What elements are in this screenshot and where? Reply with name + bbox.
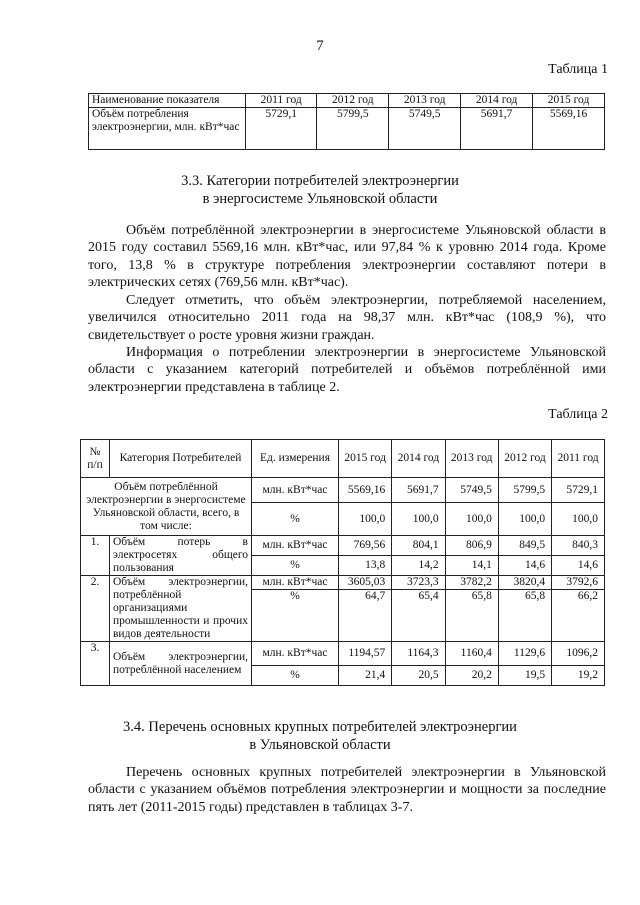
table2-header-unit: Ед. измерения [252,440,339,478]
table1-label: Таблица 1 [548,62,608,77]
table2-unit: % [252,590,339,642]
table2-row-number: 1. [81,536,110,576]
table2-value: 849,5 [498,536,551,556]
table1-header-cell: 2011 год [246,94,317,108]
table2-value: 840,3 [552,536,605,556]
table2-value: 20,5 [392,666,445,686]
table2-value: 1129,6 [498,642,551,666]
table2-value: 1160,4 [445,642,498,666]
paragraph-consumption: Объём потреблённой электроэнергии в энергосистеме Ульяновской области в 2015 году составил 5569,16 млн. кВт*час, или 97,84 % к уровню 2014 года. Кроме того, 13,8 % в структуре потребления электроэнергии составляют потери в электрических сетях (769,56 млн. кВт*час). [88,223,606,291]
table2-value: 20,2 [445,666,498,686]
table2 [80,439,605,686]
section-3-3-line1: 3.3. Категории потребителей электроэнергии [181,173,459,189]
table2-value: 3792,6 [552,576,605,590]
table2-unit: млн. кВт*час [252,536,339,556]
section-3-4-heading [0,718,640,754]
table2-value: 769,56 [339,536,392,556]
page-number: 7 [316,38,324,54]
table2-row-number: 2. [81,576,110,642]
table2-value: 14,6 [552,556,605,576]
table2-value: 3605,03 [339,576,392,590]
table1-value: 5691,7 [461,108,533,150]
table2-value: 1194,57 [339,642,392,666]
table2-unit: % [252,556,339,576]
table2-header-year: 2014 год [392,440,445,478]
table2-label: Таблица 2 [548,407,608,422]
table2-category: Объём электроэнергии, потреблённой населением [110,642,252,686]
table2-total-label: Объём потреблённой электроэнергии в энергосистеме Ульяновской области, всего, в том числе: [81,478,252,536]
table2-header-year: 2013 год [445,440,498,478]
table2-value: 5691,7 [392,478,445,503]
table1-header-cell: Наименование показателя [89,94,246,108]
table1-header-cell: 2013 год [389,94,461,108]
table2-value: 1164,3 [392,642,445,666]
table-row [81,642,605,666]
table1-row-label: Объём потребления электроэнергии, млн. кВт*час [89,108,246,150]
table2-value: 5799,5 [498,478,551,503]
table2-unit: млн. кВт*час [252,576,339,590]
table1-data-row [89,108,605,150]
table2-value: 100,0 [445,503,498,536]
table-row [81,478,605,503]
table2-unit: млн. кВт*час [252,478,339,503]
table2-value: 13,8 [339,556,392,576]
table2-value: 19,2 [552,666,605,686]
table2-value: 100,0 [498,503,551,536]
table2-value: 100,0 [392,503,445,536]
table2-header-row [81,440,605,478]
table2-value: 65,8 [445,590,498,642]
table2-header-year: 2015 год [339,440,392,478]
paragraph-information: Информация о потреблении электроэнергии в энергосистеме Ульяновской области с указанием категорий потребителей и объёмов потреблённой ими электроэнергии представлена в таблице 2. [88,345,606,395]
table-row [81,576,605,590]
table2-value: 5749,5 [445,478,498,503]
table1-value: 5749,5 [389,108,461,150]
table2-header-category: Категория Потребителей [110,440,252,478]
table2-value: 1096,2 [552,642,605,666]
section-3-4-line1: 3.4. Перечень основных крупных потребителей электроэнергии [123,719,517,735]
table2-value: 14,6 [498,556,551,576]
table-row [81,536,605,556]
table2-value: 100,0 [339,503,392,536]
table1-header-cell: 2015 год [533,94,605,108]
table2-category: Объём электроэнергии, потреблённой организациями промышленности и прочих видов деятельности [110,576,252,642]
section-3-3-heading [0,172,640,208]
table2-value: 3723,3 [392,576,445,590]
table2-header-year: 2011 год [552,440,605,478]
table2-value: 65,4 [392,590,445,642]
table2-header-year: 2012 год [498,440,551,478]
table2-value: 66,2 [552,590,605,642]
table2-value: 5729,1 [552,478,605,503]
table1-value: 5799,5 [317,108,389,150]
table2-row-number: 3. [81,642,110,686]
table1-header-cell: 2014 год [461,94,533,108]
table2-value: 14,2 [392,556,445,576]
table1-header-row [89,94,605,108]
table1 [88,93,605,150]
table1-value: 5569,16 [533,108,605,150]
table2-unit: % [252,666,339,686]
paragraph-major-consumers: Перечень основных крупных потребителей электроэнергии в Ульяновской области с указанием объёмов потребления электроэнергии и мощности за последние пять лет (2011-2015 годы) представлен в таблицах 3-7. [88,765,606,815]
paragraph-population: Следует отметить, что объём электроэнергии, потребляемой населением, увеличился относительно 2011 года на 98,37 млн. кВт*час (108,9 %), что свидетельствует о росте уровня жизни граждан. [88,293,606,343]
table2-value: 14,1 [445,556,498,576]
table2-value: 3820,4 [498,576,551,590]
section-3-3-line2: в энергосистеме Ульяновской области [202,191,438,207]
table2-unit: % [252,503,339,536]
section-3-4-line2: в Ульяновской области [249,737,391,753]
table2-value: 21,4 [339,666,392,686]
table2-value: 65,8 [498,590,551,642]
table1-header-cell: 2012 год [317,94,389,108]
table2-value: 804,1 [392,536,445,556]
table2-value: 19,5 [498,666,551,686]
table2-value: 806,9 [445,536,498,556]
table2-category: Объём потерь в электросетях общего пользования [110,536,252,576]
table2-value: 64,7 [339,590,392,642]
table2-value: 3782,2 [445,576,498,590]
table2-value: 100,0 [552,503,605,536]
table2-value: 5569,16 [339,478,392,503]
table1-value: 5729,1 [246,108,317,150]
table2-header-no: № п/п [81,440,110,478]
table2-unit: млн. кВт*час [252,642,339,666]
